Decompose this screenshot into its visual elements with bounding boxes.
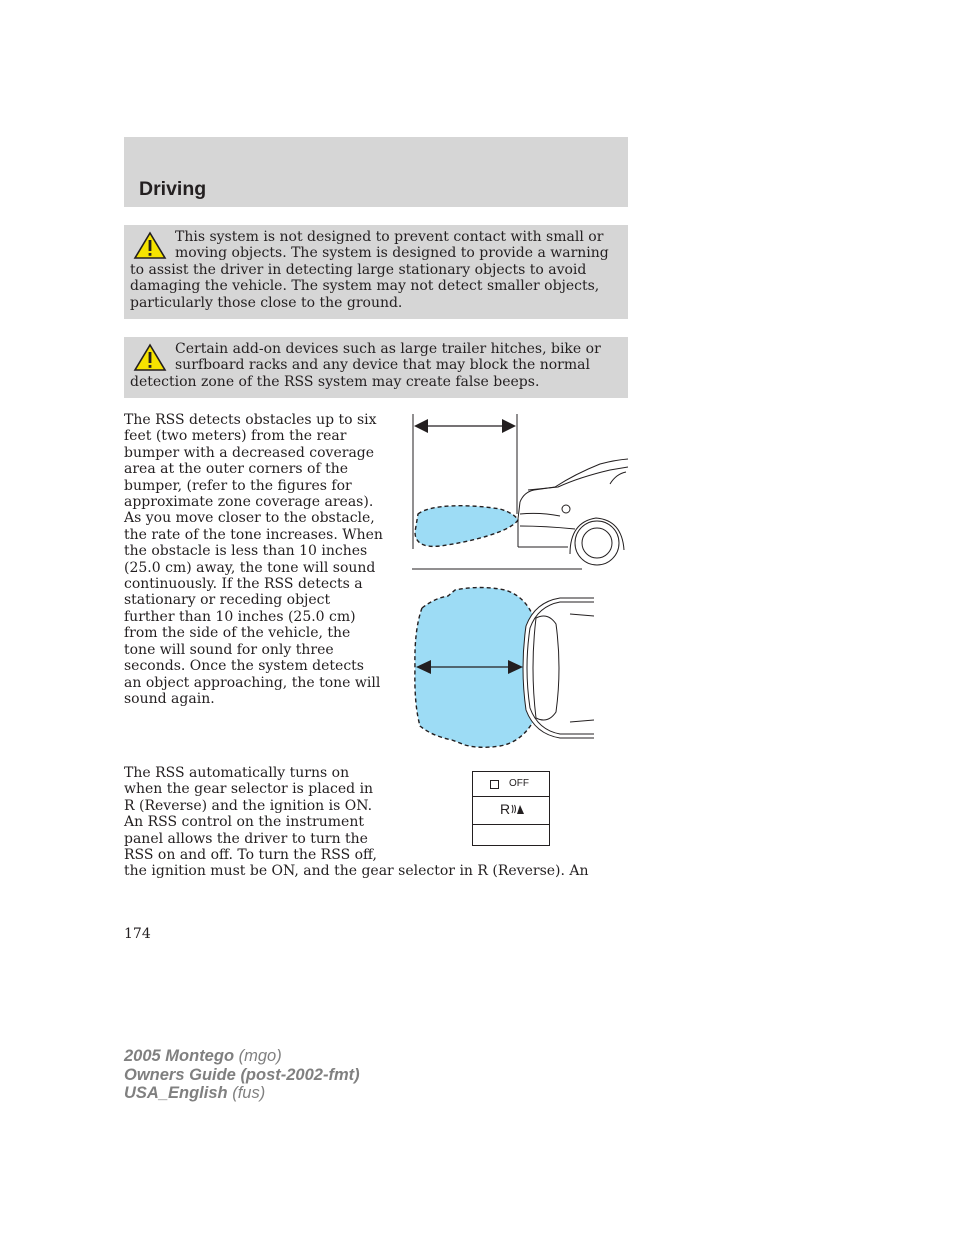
footer-line-3: USA_English (fus) — [124, 1084, 266, 1102]
off-indicator-light — [490, 780, 499, 789]
rss-control-button-illustration — [472, 771, 550, 846]
warning-triangle-icon — [133, 230, 167, 260]
car-rear-top — [523, 598, 594, 738]
section-title: Driving — [139, 178, 207, 200]
page-number: 174 — [124, 926, 151, 942]
rss-off-row — [473, 772, 549, 797]
rss-detection-paragraph: The RSS detects obstacles up to six feet (two meters) from the rear bumper with a decreased coverage area at the outer corners of the bumper, (refer to the figures for approximate zone coverage areas). As you move closer to the obstacle, the rate of the tone increases. When the obstacle is less than 10 inches (25.0 cm) away, the tone will sound continuously. If the RSS detects a stationary or receding object further than 10 inches (25.0 cm) from the side of the vehicle, the tone will sound for only three seconds. Once the system detects an object approaching, the tone will sound again. — [124, 412, 383, 707]
rss-symbol-row — [473, 797, 549, 825]
warning-text-2: Certain add-on devices such as large trailer hitches, bike or surfboard racks and any device that may block the normal detection zone of the RSS system may create false beeps. — [130, 341, 601, 390]
side-detection-zone — [415, 506, 518, 547]
rss-activation-paragraph: The RSS automatically turns on when the gear selector is placed in R (Reverse) and the ignition is ON. An RSS control on the instrument panel allows the driver to turn the RSS on and off. To turn the RSS off, — [124, 765, 377, 864]
document-footer — [124, 1047, 360, 1103]
rss-activation-paragraph-continued: the ignition must be ON, and the gear selector in R (Reverse). An — [124, 863, 589, 879]
rss-sensor-icon — [510, 802, 524, 816]
footer-line-2: Owners Guide (post-2002-fmt) — [124, 1065, 360, 1084]
rss-top-view-figure — [410, 584, 594, 752]
car-rear-side — [518, 459, 628, 565]
warning-box-1 — [124, 225, 628, 319]
section-header — [124, 137, 628, 207]
warning-triangle-icon — [133, 342, 167, 372]
off-label: OFF — [509, 778, 529, 789]
footer-line-1: 2005 Montego (mgo) — [124, 1047, 282, 1065]
rss-side-view-figure — [410, 414, 628, 574]
rss-r-label: R — [500, 801, 511, 817]
warning-box-2 — [124, 337, 628, 398]
warning-text-1: This system is not designed to prevent contact with small or moving objects. The system is designed to provide a warning to assist the driver in detecting large stationary objects to avoid damaging the vehicle. The system may not detect smaller objects, particularly those close to the ground. — [130, 229, 609, 311]
